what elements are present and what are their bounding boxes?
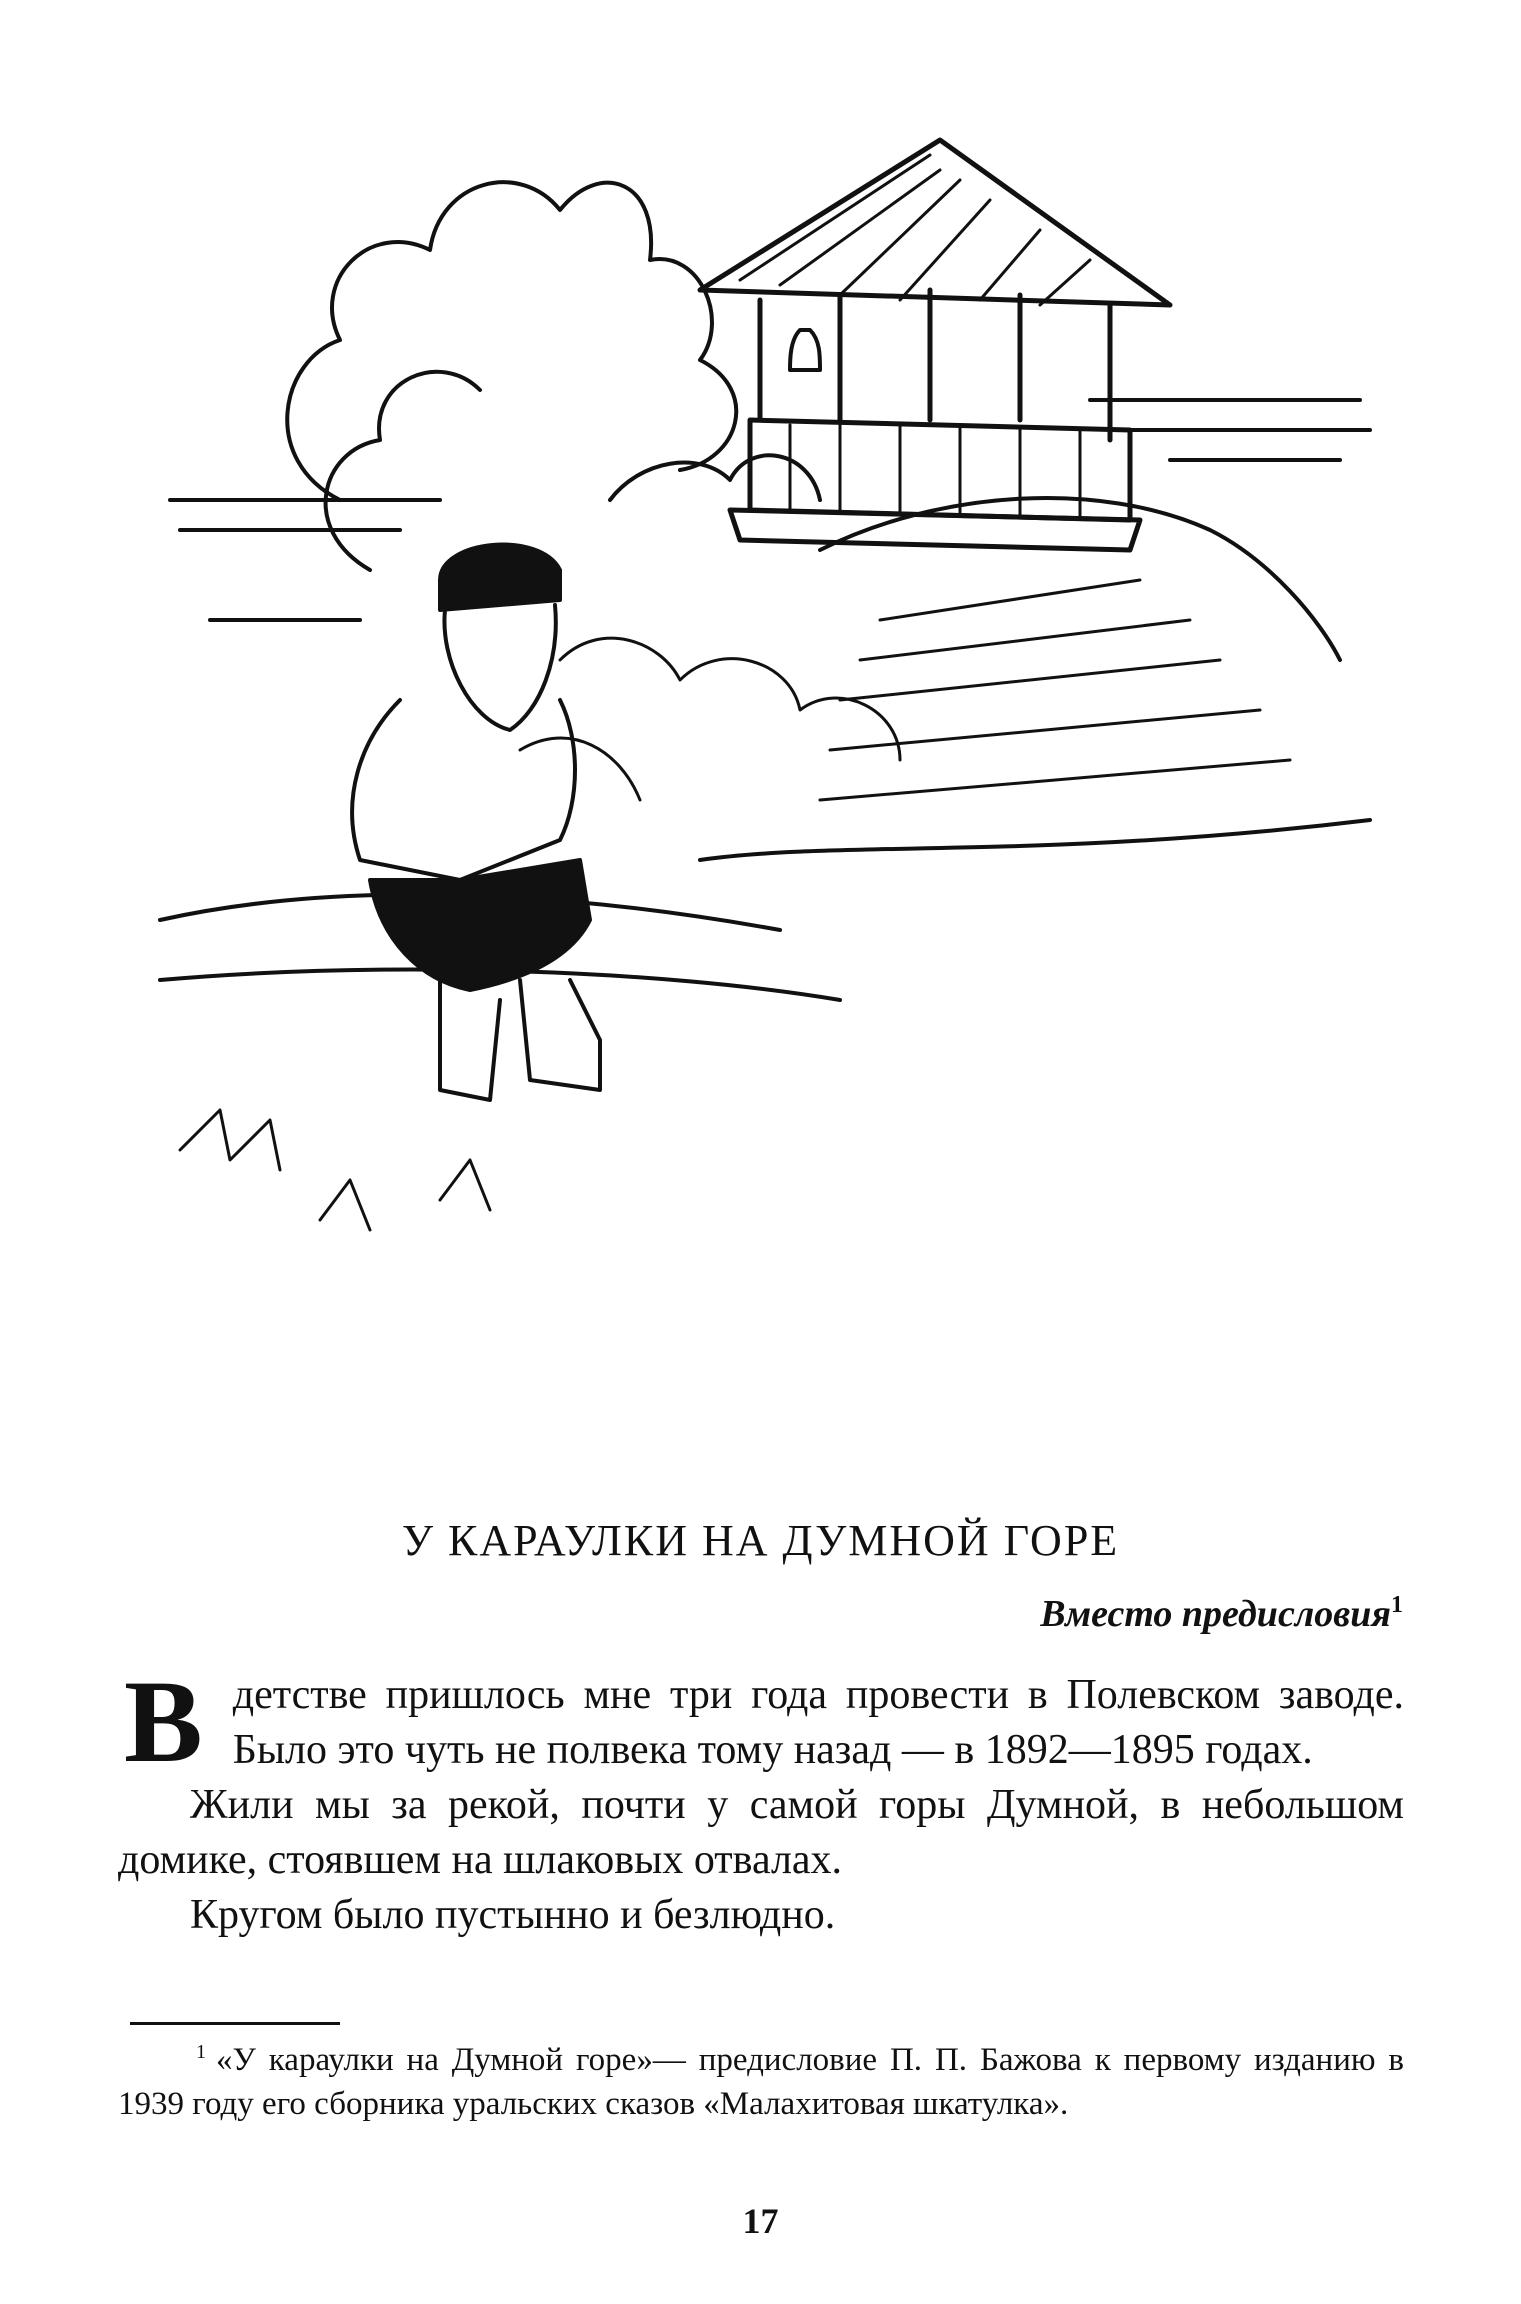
horizon-line [170,500,440,620]
chapter-title: У КАРАУЛКИ НА ДУМНОЙ ГОРЕ [401,1516,1120,1565]
page-number: 17 [742,2201,779,2241]
bell-shape [790,330,820,370]
ground-lines [160,820,1370,1000]
subtitle-footnote-mark: 1 [1391,1592,1403,1618]
subtitle [1040,1592,1403,1636]
watchtower-roof [700,140,1170,305]
footnote [118,2030,1404,2126]
footnote-mark: 1 [196,2041,206,2063]
old-man-hat [440,545,560,610]
paragraph-1 [118,1656,1404,1787]
old-man-body-shirt [352,700,575,880]
ink-sketch-drawing [140,100,1400,1400]
illustration-old-man-and-watchtower [140,100,1400,1400]
paragraph-1-text: детстве пришлось мне три года провести в Полевском заводе. Было это чуть не полвека тому назад — в 1892—1895 годах. [232,1672,1404,1773]
grass-foreground [180,1110,490,1230]
bush-scribbles [520,638,900,800]
cloud-outline-inner [326,372,480,570]
railing-slats [790,425,1080,519]
old-man-head-beard [444,605,555,730]
old-man-boots [440,980,600,1100]
footnote-text: «У караулки на Думной горе»— предисловие П. П. Бажова к первому изданию в 1939 году его сборника уральских сказов «Малахитовая шкатулка». [118,2042,1404,2122]
body-text [118,1656,1404,1943]
hill-hatching [820,580,1290,800]
paragraph-2: Жили мы за рекой, почти у самой горы Думной, в небольшом домике, стоявшем на шлаковых отвалах. [118,1782,1404,1883]
watchtower-base [730,510,1140,550]
drop-cap: В [124,1656,203,1787]
hill-outline [820,498,1340,660]
footnote-divider [130,2022,340,2025]
subtitle-text: Вместо предисловия [1040,1593,1391,1635]
paragraph-3: Кругом было пустынно и безлюдно. [190,1892,836,1938]
cloud-outline [287,182,736,500]
watchtower-posts [760,290,1110,440]
